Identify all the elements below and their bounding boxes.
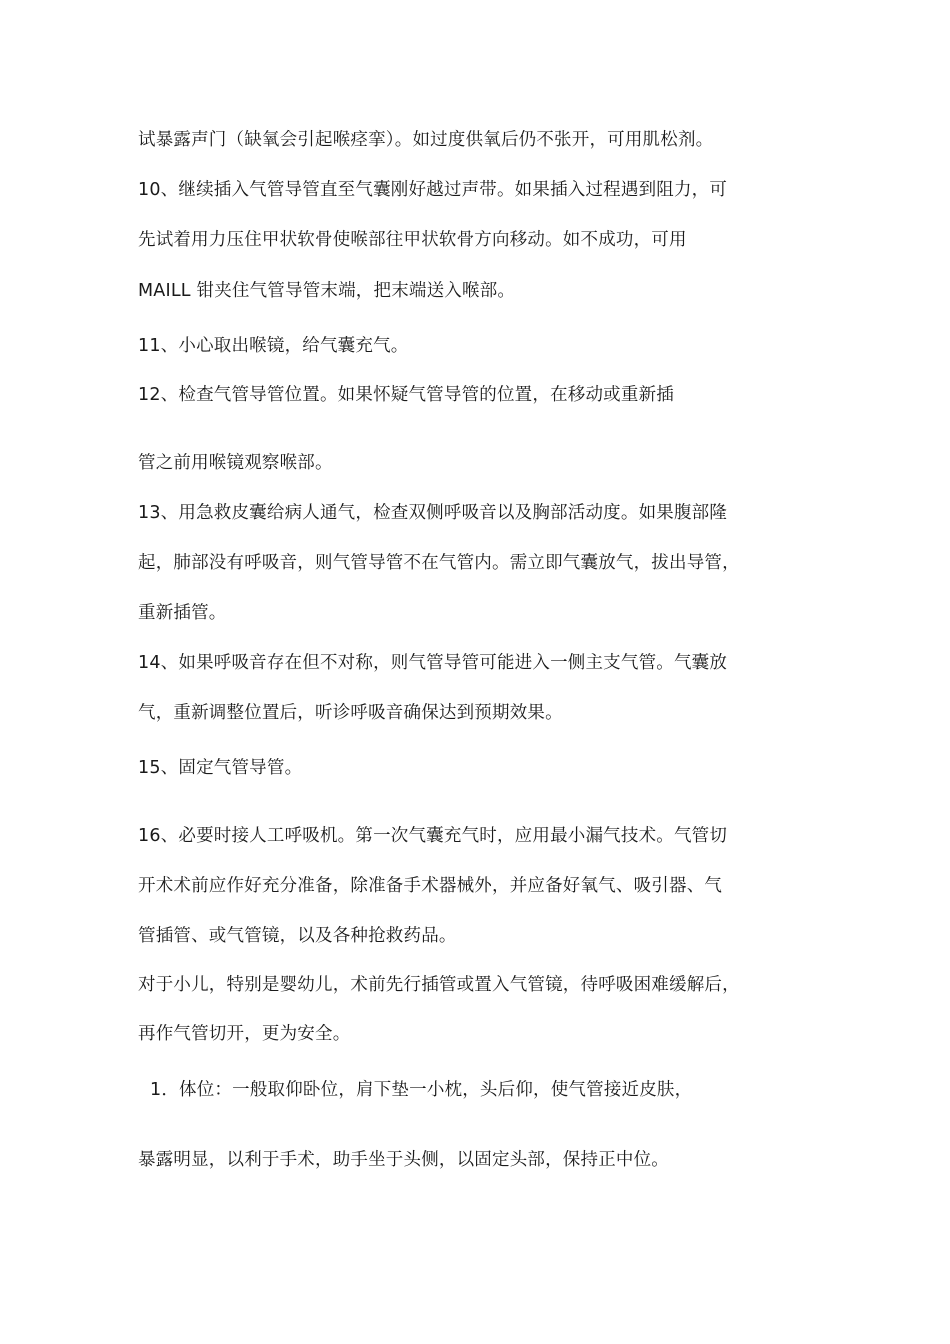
text-line-19: 1．体位：一般取仰卧位，肩下垫一小枕，头后仰，使气管接近皮肤， xyxy=(150,1080,693,1100)
text-line-8: 13、用急救皮囊给病人通气，检查双侧呼吸音以及胸部活动度。如果腹部隆 xyxy=(138,503,728,523)
text-line-3: 先试着用力压住甲状软骨使喉部往甲状软骨方向移动。如不成功，可用 xyxy=(138,230,687,250)
text-line-5: 11、小心取出喉镜，给气囊充气。 xyxy=(138,336,409,356)
text-line-10: 重新插管。 xyxy=(138,603,227,623)
text-line-6: 12、检查气管导管位置。如果怀疑气管导管的位置，在移动或重新插 xyxy=(138,385,674,405)
text-line-4: MAILL 钳夹住气管导管末端，把末端送入喉部。 xyxy=(138,281,516,301)
text-line-12: 气，重新调整位置后，听诊呼吸音确保达到预期效果。 xyxy=(138,703,563,723)
text-line-16: 管插管、或气管镜，以及各种抢救药品。 xyxy=(138,926,457,946)
text-line-7: 管之前用喉镜观察喉部。 xyxy=(138,453,333,473)
text-line-17: 对于小儿，特别是婴幼儿，术前先行插管或置入气管镜，待呼吸困难缓解后， xyxy=(138,975,740,995)
text-line-9: 起，肺部没有呼吸音，则气管导管不在气管内。需立即气囊放气，拔出导管， xyxy=(138,553,740,573)
text-line-2: 10、继续插入气管导管直至气囊刚好越过声带。如果插入过程遇到阻力，可 xyxy=(138,180,728,200)
text-line-1: 试暴露声门（缺氧会引起喉痉挛）。如过度供氧后仍不张开，可用肌松剂。 xyxy=(138,130,714,150)
text-line-15: 开术术前应作好充分准备，除准备手术器械外，并应备好氧气、吸引器、气 xyxy=(138,876,723,896)
text-line-20: 暴露明显，以利于手术，助手坐于头侧，以固定头部，保持正中位。 xyxy=(138,1150,669,1170)
text-line-11: 14、如果呼吸音存在但不对称，则气管导管可能进入一侧主支气管。气囊放 xyxy=(138,653,728,673)
text-line-13: 15、固定气管导管。 xyxy=(138,758,303,778)
text-line-18: 再作气管切开，更为安全。 xyxy=(138,1024,351,1044)
text-line-14: 16、必要时接人工呼吸机。第一次气囊充气时，应用最小漏气技术。气管切 xyxy=(138,826,728,846)
